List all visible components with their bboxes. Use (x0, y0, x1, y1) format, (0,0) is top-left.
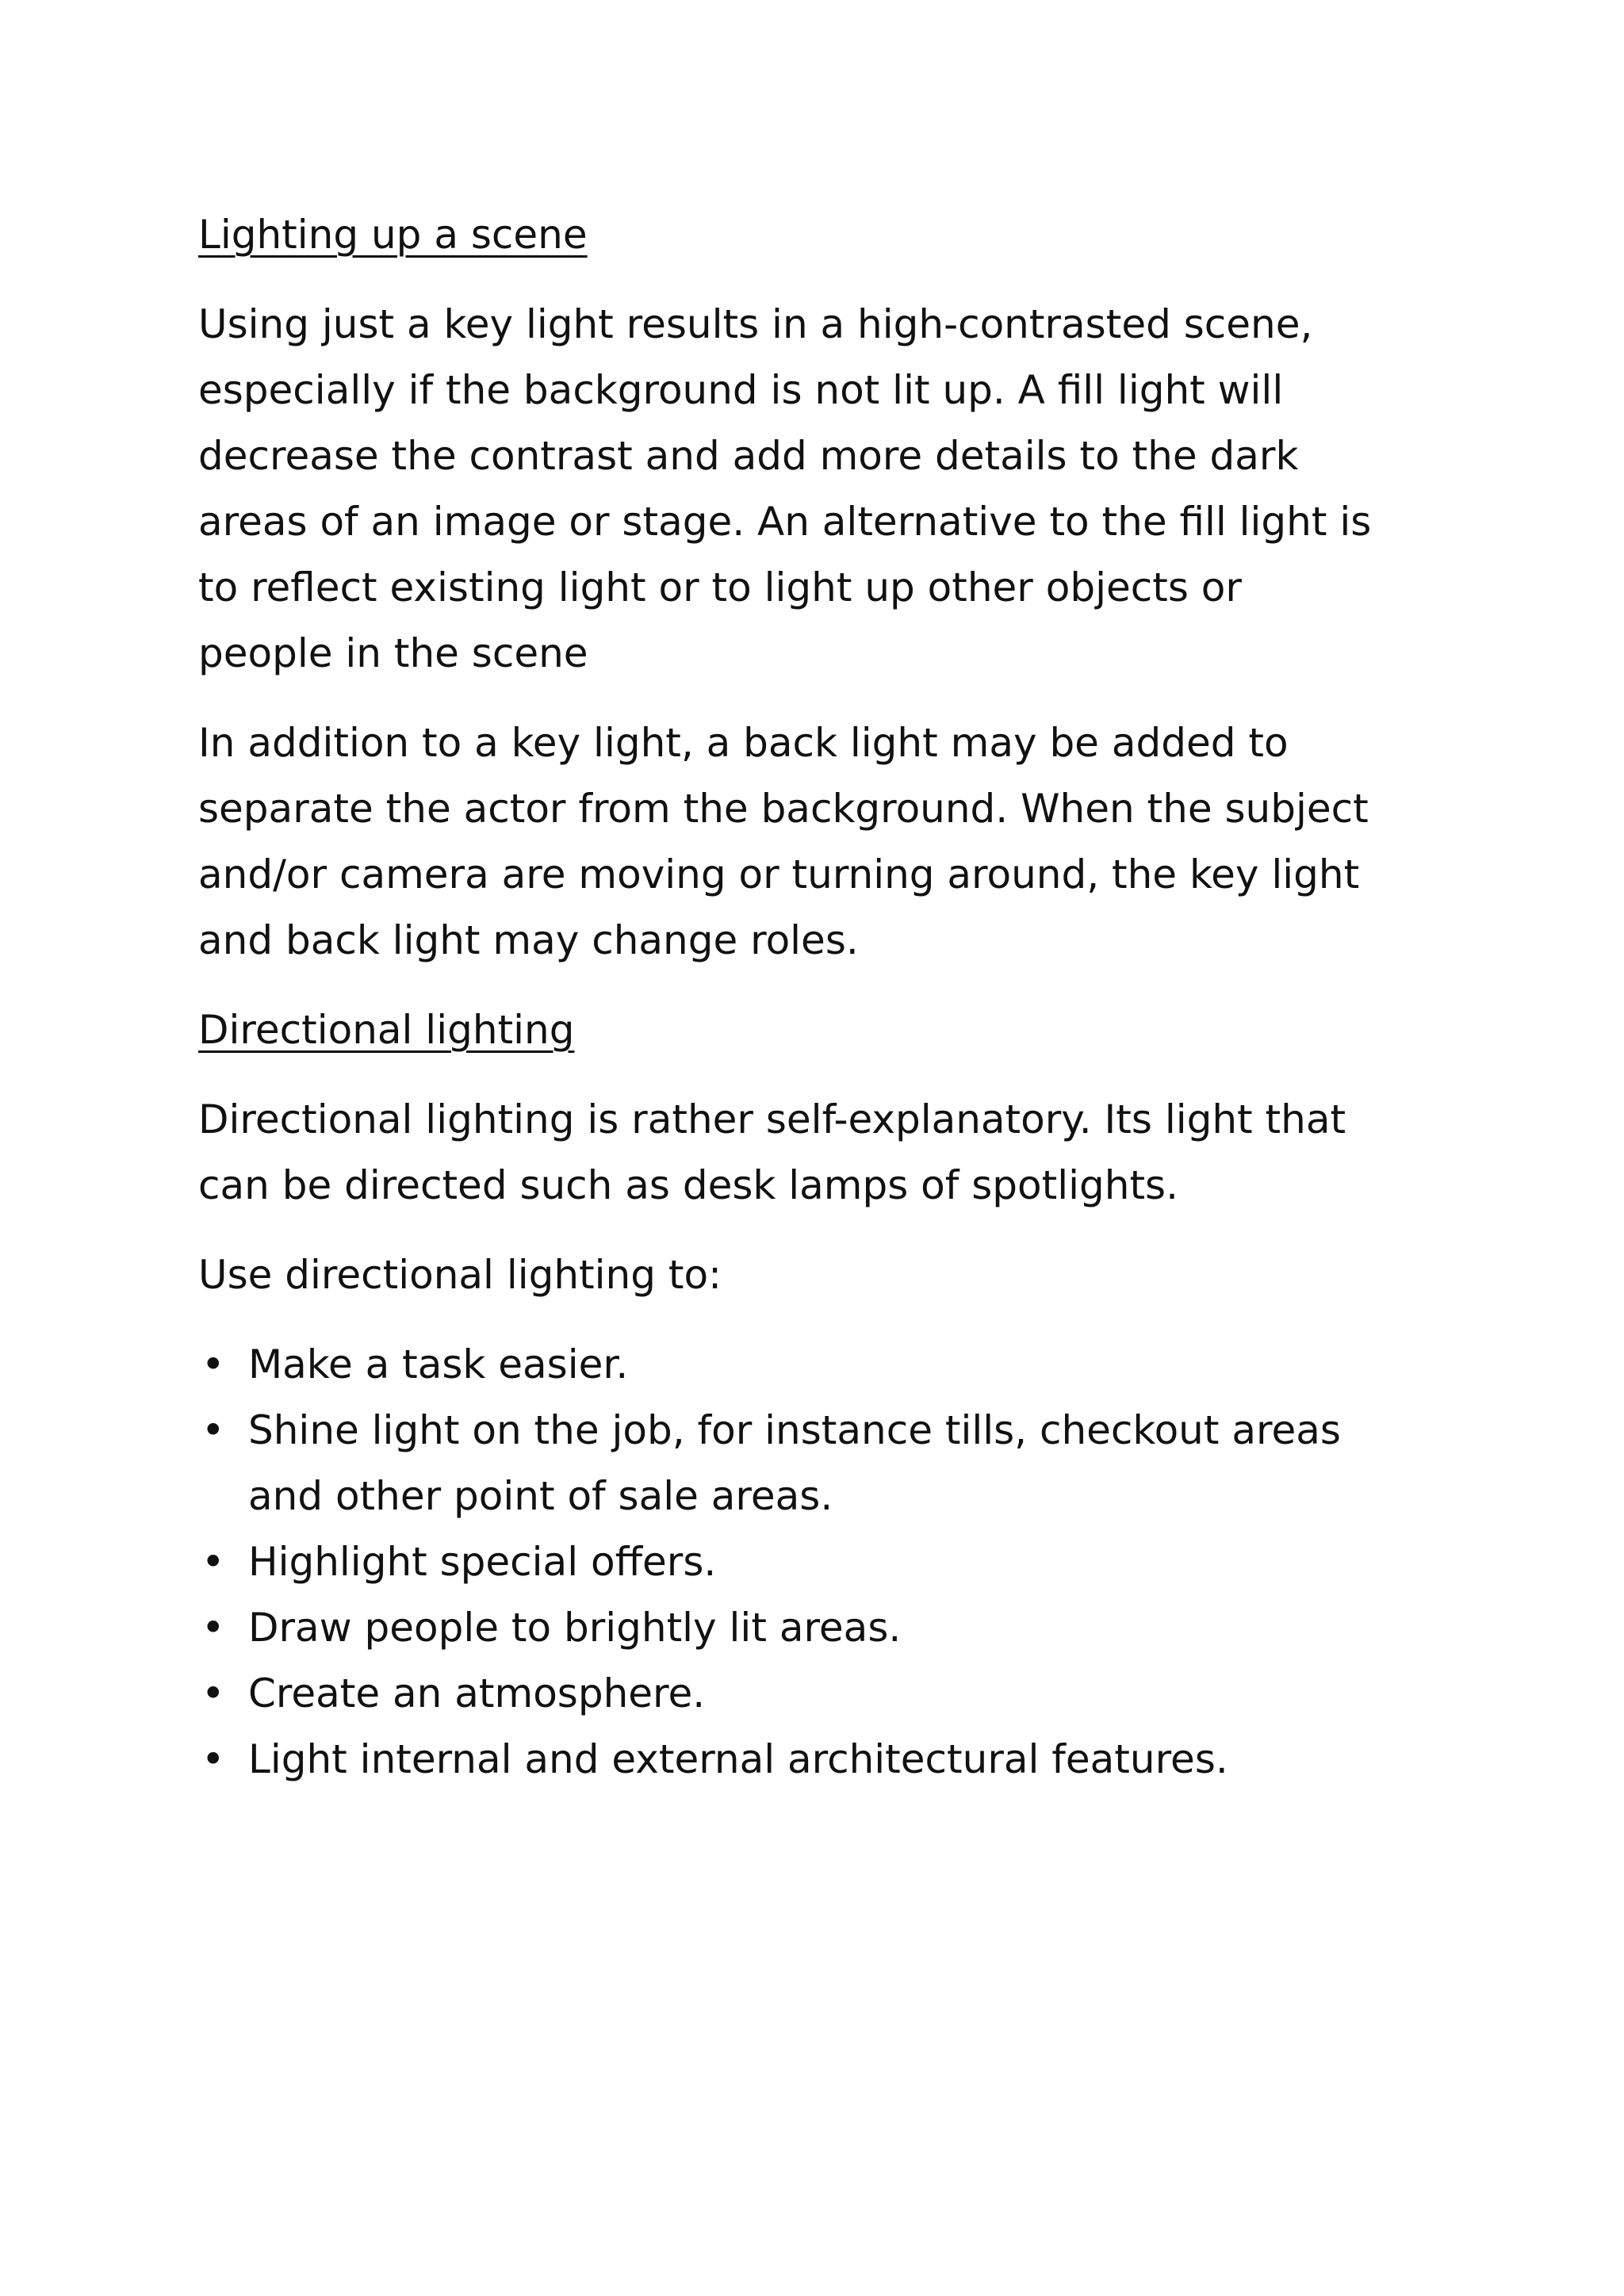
paragraph-back-light (198, 710, 1467, 974)
list-item (198, 1661, 1467, 1727)
text-line: can be directed such as desk lamps of spotlights. (198, 1162, 1178, 1208)
list-item (198, 1398, 1467, 1529)
text-line: decrease the contrast and add more details to the dark (198, 433, 1299, 479)
text-line: • Create an atmosphere. (248, 1670, 706, 1716)
heading-directional-lighting: Directional lighting (198, 1007, 575, 1053)
text-line: • Highlight special offers. (248, 1539, 717, 1585)
text-line: • Light internal and external architectural features. (248, 1736, 1228, 1782)
text-line: In addition to a key light, a back light may be added to (198, 720, 1289, 766)
text-line: Directional lighting is rather self-explanatory. Its light that (198, 1096, 1346, 1142)
list-item (198, 1529, 1467, 1595)
list-item (198, 1595, 1467, 1661)
list-item (198, 1727, 1467, 1793)
text-line: and/or camera are moving or turning around, the key light (198, 851, 1360, 897)
text-line: • Shine light on the job, for instance tills, checkout areas (248, 1407, 1341, 1453)
paragraph-key-light (198, 292, 1467, 687)
text-line: especially if the background is not lit up. A fill light will (198, 367, 1284, 413)
text-line: to reflect existing light or to light up other objects or (198, 564, 1242, 610)
document-page (198, 202, 1467, 1793)
bullet-list (198, 1332, 1467, 1793)
heading-lighting-up-a-scene: Lighting up a scene (198, 212, 588, 258)
text-line: and other point of sale areas. (248, 1473, 833, 1519)
paragraph-directional-lighting (198, 1087, 1467, 1219)
text-line: and back light may change roles. (198, 917, 859, 963)
text-line: • Draw people to brightly lit areas. (248, 1605, 902, 1651)
text-line: separate the actor from the background. When the subject (198, 786, 1369, 832)
text-line: Using just a key light results in a high-contrasted scene, (198, 301, 1313, 347)
text-line: areas of an image or stage. An alternative to the fill light is (198, 499, 1372, 545)
text-line: people in the scene (198, 630, 588, 676)
list-item (198, 1332, 1467, 1398)
paragraph-use-directional-lighting: Use directional lighting to: (198, 1252, 722, 1298)
text-line: • Make a task easier. (248, 1341, 629, 1387)
